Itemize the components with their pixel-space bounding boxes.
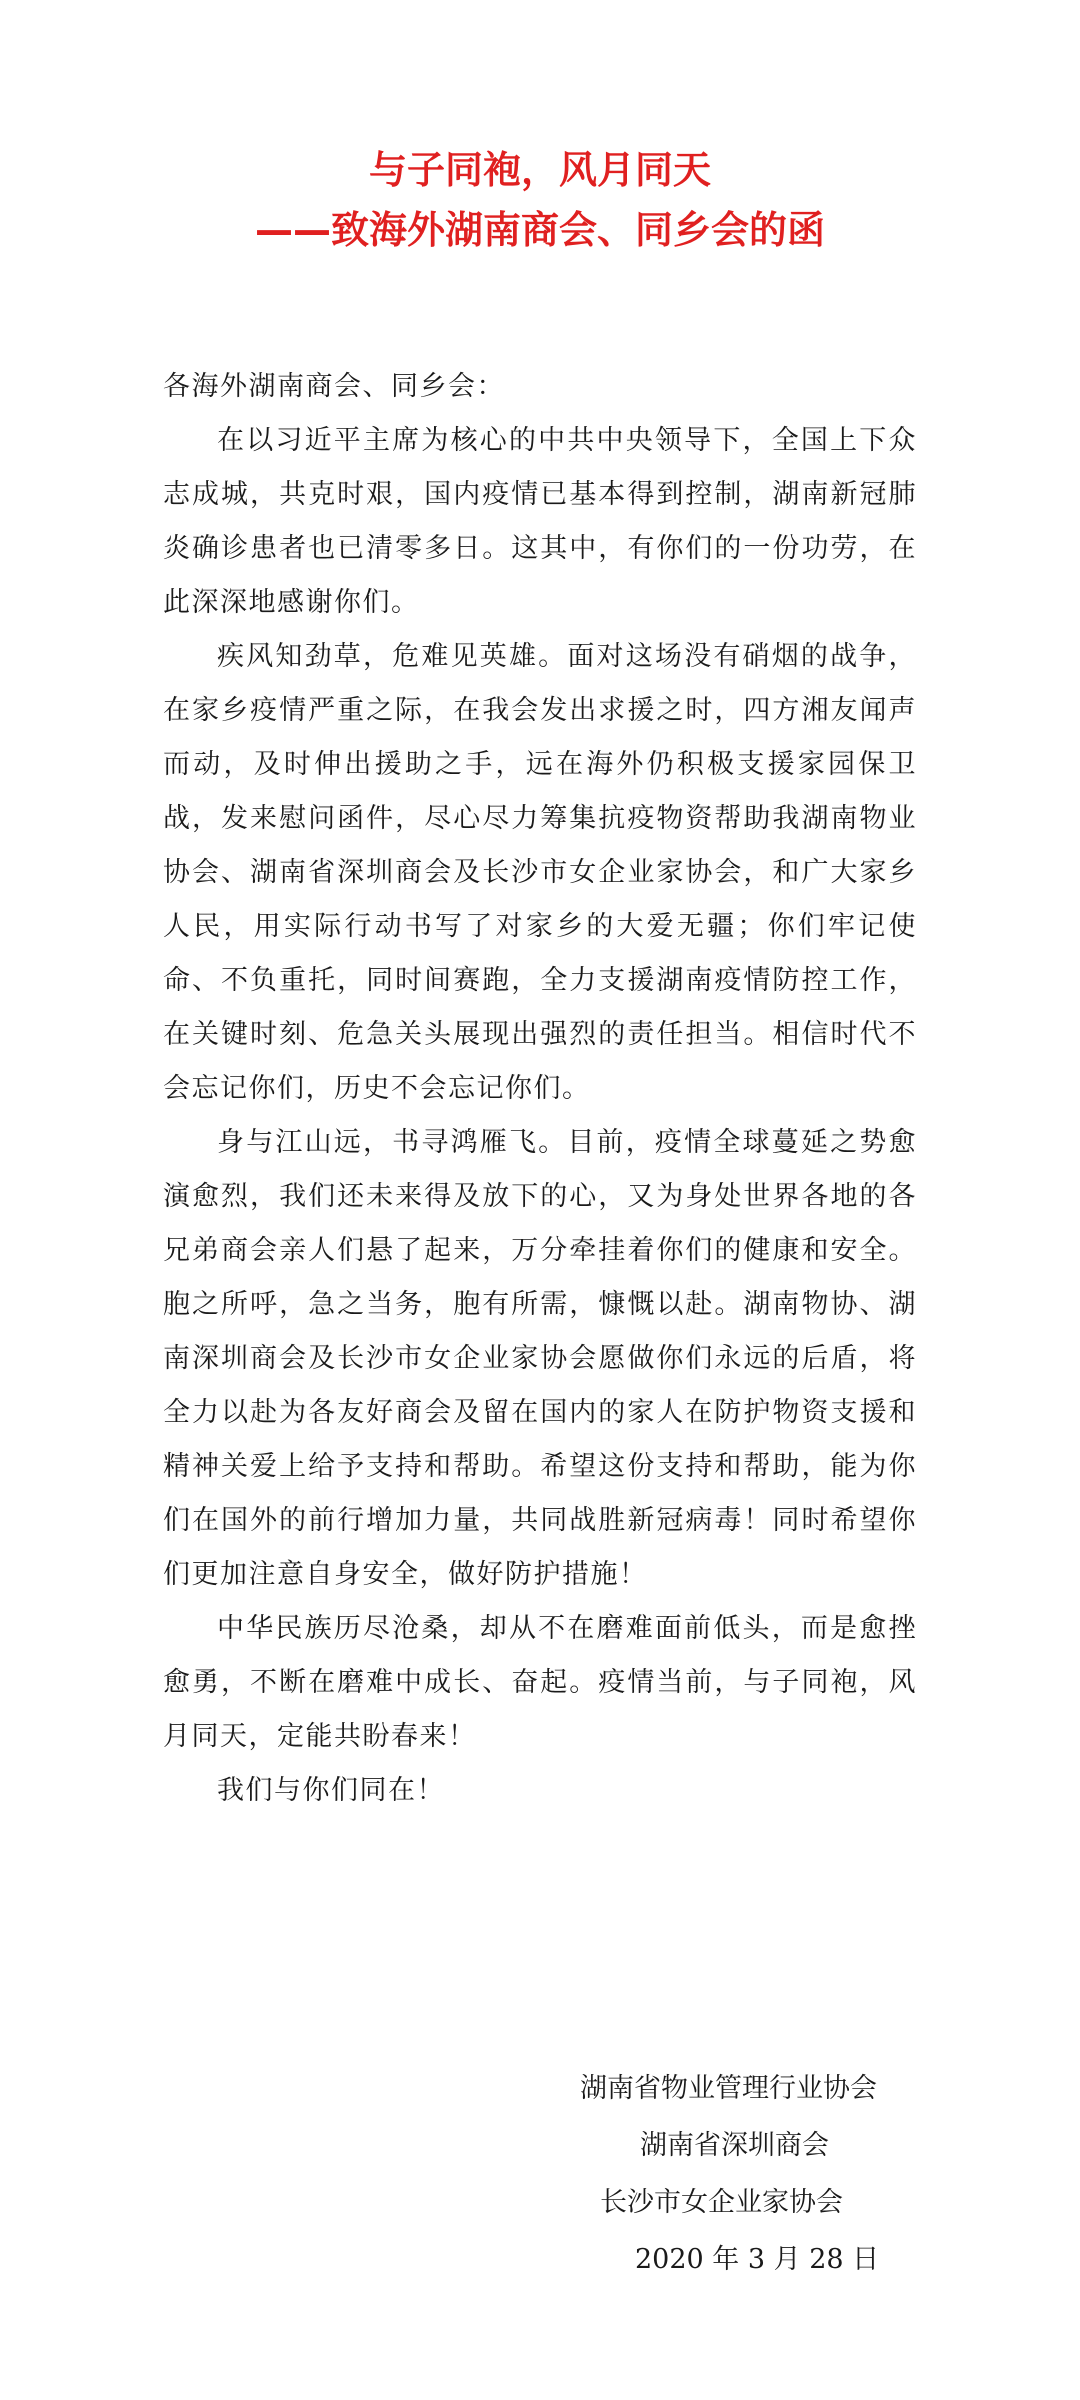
salutation: 各海外湖南商会、同乡会： [163,371,505,402]
paragraph-5: 我们与你们同在！ [217,1775,445,1806]
signatory-org-3: 长沙市女企业家协会 [600,2187,843,2218]
signature-block [560,2060,920,2288]
paragraph-2: 疾风知劲草，危难见英雄。面对这场没有硝烟的战争，在家乡疫情严重之际，在我会发出求援之时，四方湘友闻声而动，及时伸出援助之手，远在海外仍积极支援家园保卫战，发来慰问函件，尽心尽力筹集抗疫物资帮助我湖南物业协会、湖南省深圳商会及长沙市女企业家协会，和广大家乡人民，用实际行动书写了对家乡的大爱无疆；你们牢记使命、不负重托，同时间赛跑，全力支援湖南疫情防控工作，在关键时刻、危急关头展现出强烈的责任担当。相信时代不会忘记你们，历史不会忘记你们。 [163,641,917,1104]
signatory-org-1: 湖南省物业管理行业协会 [580,2073,877,2104]
letter-title [0,140,1080,260]
paragraph-1: 在以习近平主席为核心的中共中央领导下，全国上下众志成城，共克时艰，国内疫情已基本得到控制，湖南新冠肺炎确诊患者也已清零多日。这其中，有你们的一份功劳，在此深深地感谢你们。 [163,425,917,618]
paragraph-4: 中华民族历尽沧桑，却从不在磨难面前低头，而是愈挫愈勇，不断在磨难中成长、奋起。疫情当前，与子同袍，风月同天，定能共盼春来！ [163,1613,917,1752]
title-main: 与子同袍，风月同天 [368,148,711,192]
signatory-org-2: 湖南省深圳商会 [640,2130,829,2161]
paragraph-3: 身与江山远，书寻鸿雁飞。目前，疫情全球蔓延之势愈演愈烈，我们还未来得及放下的心，又为身处世界各地的各兄弟商会亲人们悬了起来，万分牵挂着你们的健康和安全。胞之所呼，急之当务，胞有所需，慷慨以赴。湖南物协、湖南深圳商会及长沙市女企业家协会愿做你们永远的后盾，将全力以赴为各友好商会及留在国内的家人在防护物资支援和精神关爱上给予支持和帮助。希望这份支持和帮助，能为你们在国外的前行增加力量，共同战胜新冠病毒！同时希望你们更加注意自身安全，做好防护措施！ [163,1127,917,1590]
signature-date: 2020 年 3 月 28 日 [635,2244,880,2275]
title-subtitle: ——致海外湖南商会、同乡会的函 [254,208,825,252]
letter-body [163,360,917,1818]
